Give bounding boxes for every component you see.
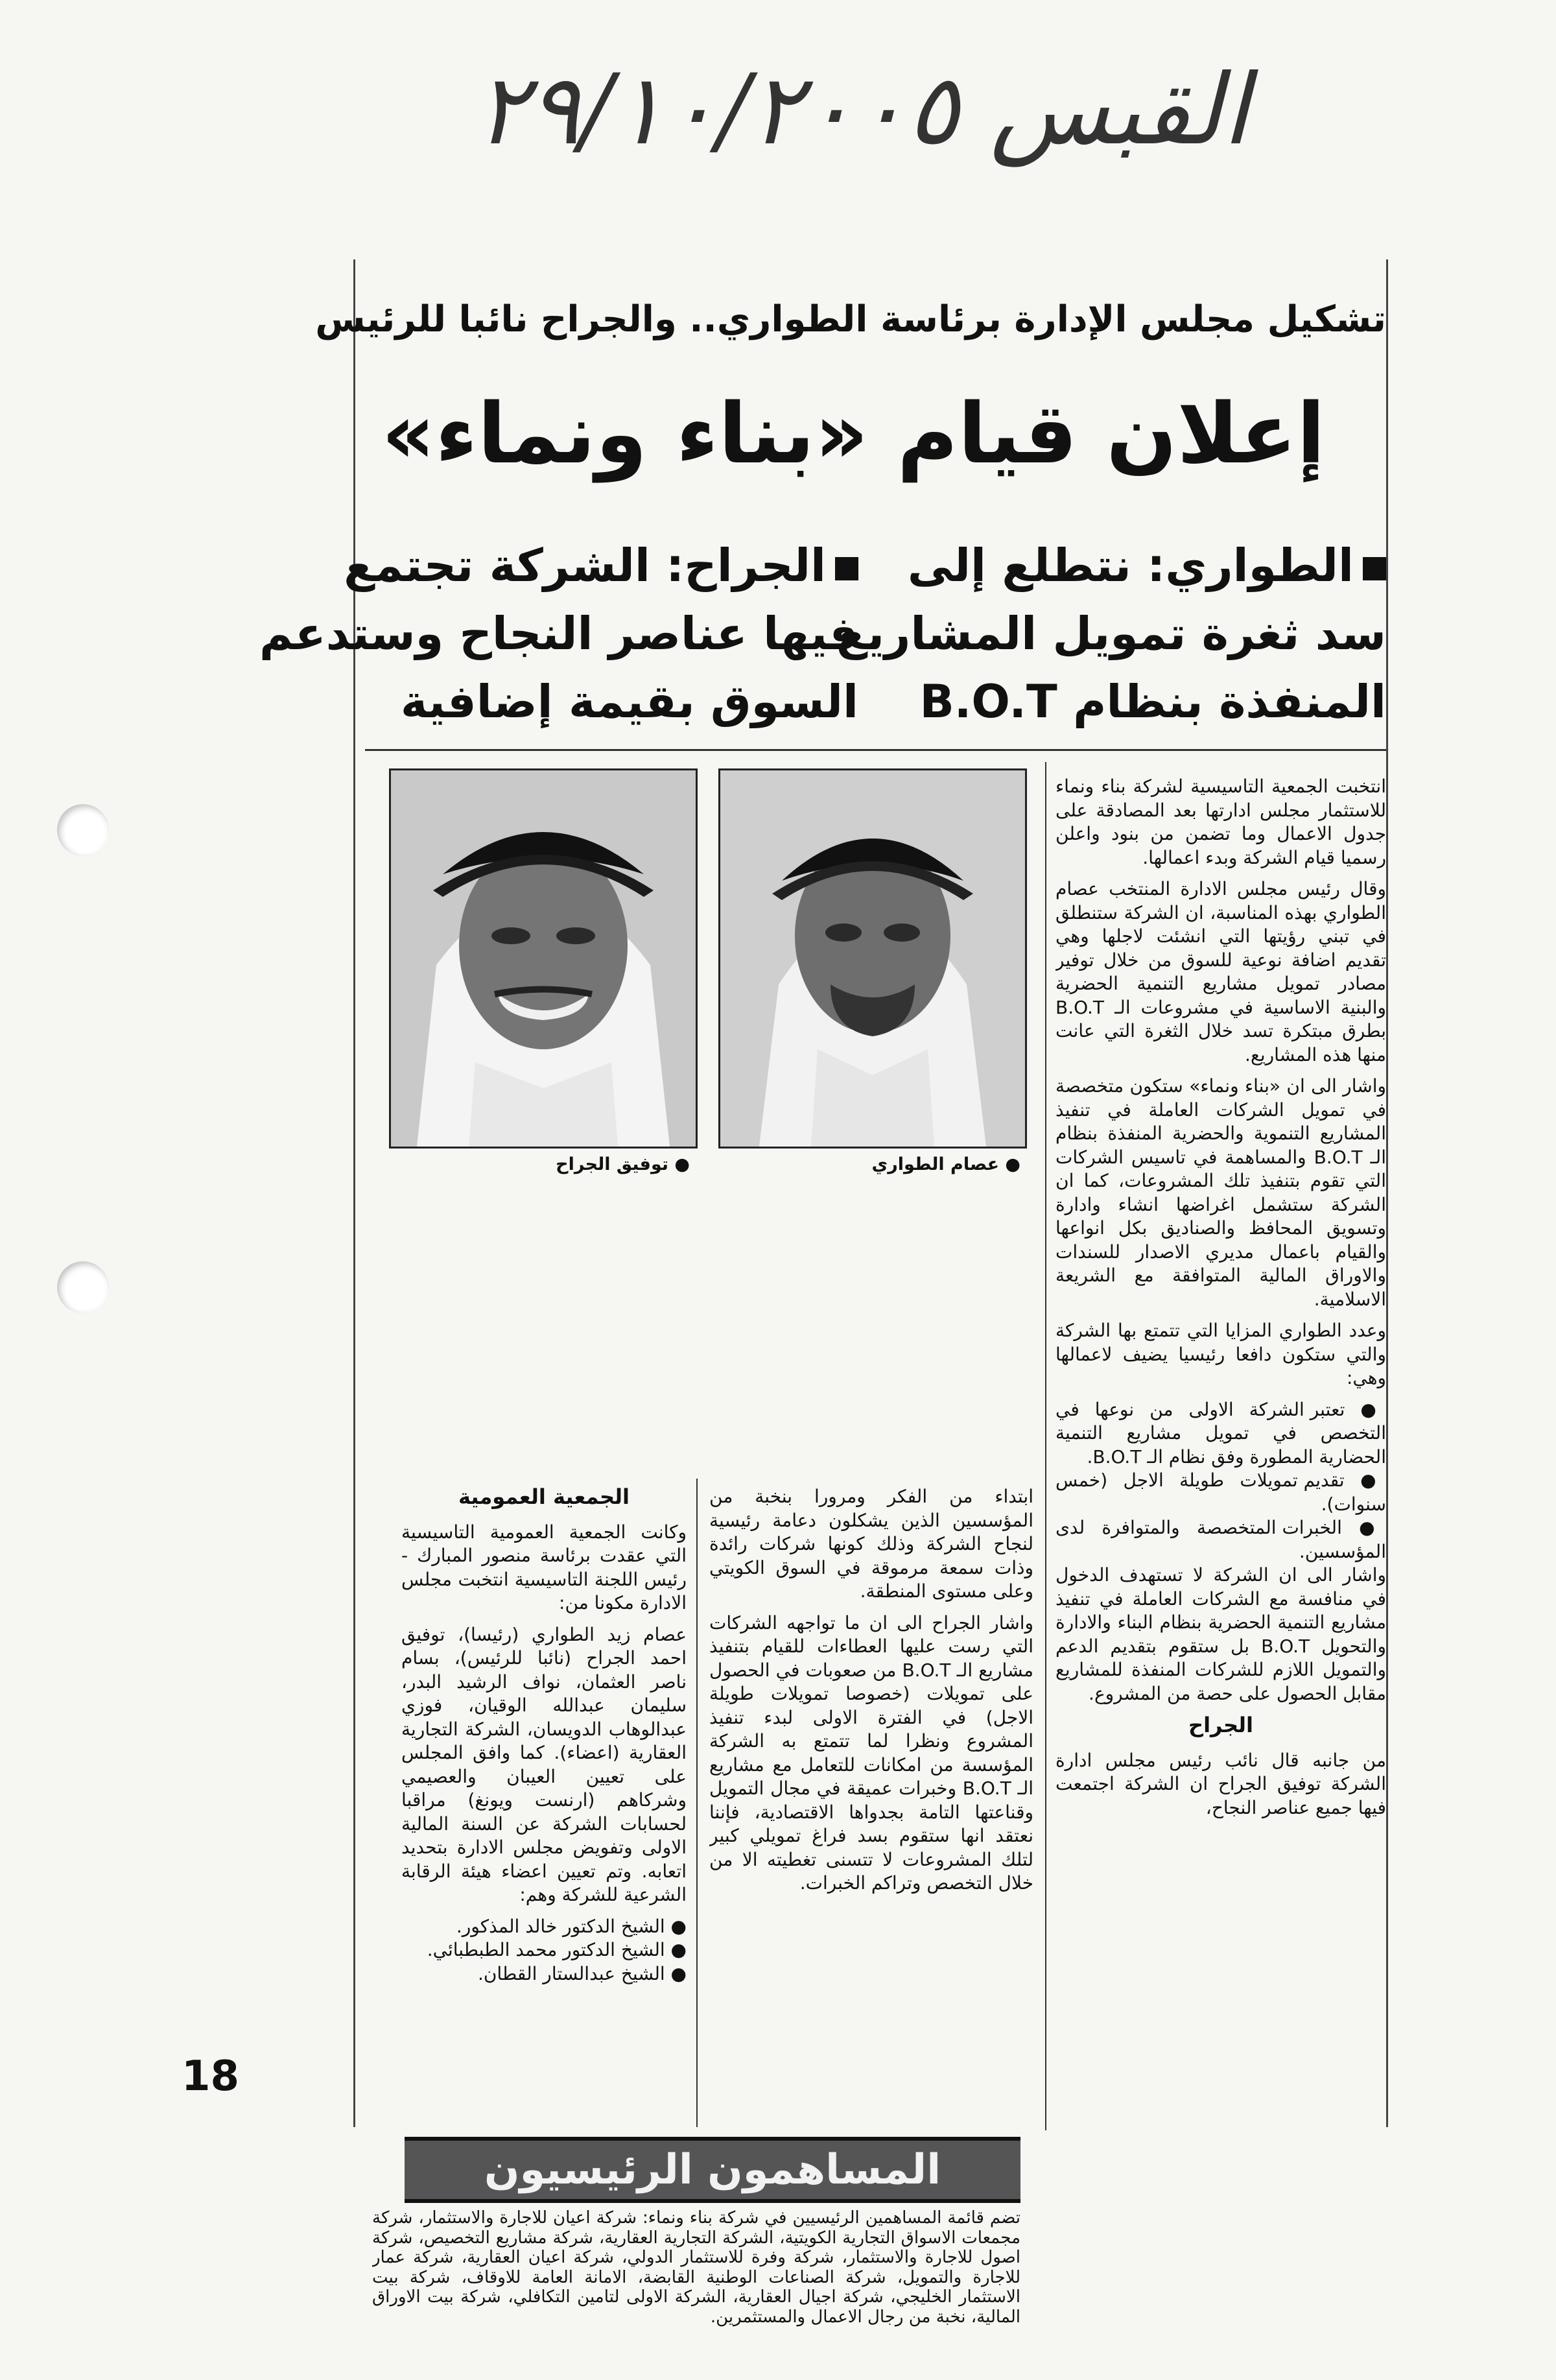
page-number: 18 (182, 2053, 240, 2100)
header-rule (365, 749, 1386, 751)
advantage-item: ● تقديم تمويلات طويلة الاجل (خمس سنوات). (1055, 1469, 1386, 1516)
shareholders-banner (405, 2137, 1020, 2203)
subhead-tawari-line2: سد ثغرة تمويل المشاريع (836, 607, 1386, 660)
paragraph: واشار الى ان الشركة لا تستهدف الدخول في منافسة مع الشركات العاملة في تنفيذ مشاريع التنمية الحضرية بنظام البناء والادارة والتحويل B.O.T بل ستقوم بتقديم الدعم والتمويل اللازم للشركات المنفذة للمشاريع مقابل الحصول على حصة من المشروع. (1055, 1564, 1386, 1704)
handwritten-date-note: القبس ٢٩/١٠/٢٠٠٥ (475, 54, 1249, 167)
portrait-tawari-image (720, 770, 1025, 1147)
newspaper-clipping (259, 259, 1397, 2327)
subhead-tawari-line3: المنفذة بنظام B.O.T (919, 675, 1386, 728)
paragraph: وعدد الطواري المزايا التي تتمتع بها الشركة والتي ستكون دافعا رئيسيا يضيف لاعمالها وهي: (1055, 1320, 1386, 1388)
paragraph: عصام زيد الطواري (رئيسا)، توفيق احمد الجراح (نائبا للرئيس)، بسام ناصر العثمان، نواف الرشيد البدر، سليمان عبدالله الوقيان، فوزي عبدالوهاب الدويسان، الشركة التجارية العقارية (اعضاء). كما وافق المجلس على تعيين العيبان والعصيمي وشركاهم (ارنست ويونغ) مراقبا لحسابات الشركة عن السنة المالية الاولى وتفويض مجلس الادارة بتحديد اتعابه. وتم تعيين اعضاء هيئة الرقابة الشرعية للشركة وهم: (401, 1623, 687, 1905)
advantage-item: ● تعتبر الشركة الاولى من نوعها في التخصص في تمويل مشاريع التنمية الحضارية المطورة وفق نظام الـ B.O.T. (1055, 1398, 1386, 1470)
subhead-tawari-line1: الطواري: نتطلع إلى (880, 532, 1386, 600)
paragraph: وقال رئيس مجلس الادارة المنتخب عصام الطواري بهذه المناسبة، ان الشركة ستنطلق في تبني رؤيتها التي انشئت لاجلها وهي تقديم اضافة نوعية للسوق من خلال توفير مصادر تمويل مشاريع التنمية الحضرية والبنية الاساسية في مشروعات الـ B.O.T بطرق مبتكرة تسد خلال الثغرة التي عانت منها هذه المشاريع. (1055, 878, 1386, 1065)
section-heading-jarrah: الجراح (1188, 1713, 1253, 1737)
section-heading-assembly: الجمعية العمومية (458, 1485, 630, 1509)
paragraph: واشار الى ان «بناء ونماء» ستكون متخصصة في تمويل الشركات العاملة في تنفيذ المشاريع التنموية والحضرية المنفذة بنظام الـ B.O.T والمساهمة في تاسيس الشركات التي تقوم بتنفيذ تلك المشروعات، كما ان الشركة ستشمل اغراضها انشاء وادارة وتسويق المحافظ والصناديق بكل انواعها والقيام باعمال مديري الاصدار للسندات والاوراق المالية المتوافقة مع الشريعة الاسلامية. (1055, 1075, 1386, 1310)
article-column-middle (709, 1485, 1033, 2127)
article-column-right (1055, 775, 1386, 2130)
column-divider-left (696, 1479, 698, 2127)
sharia-board-member: ● الشيخ الدكتور محمد الطبطبائي. (401, 1938, 687, 1962)
article-headline: إعلان قيام «بناء ونماء» (381, 386, 1325, 482)
sharia-board-member: ● الشيخ الدكتور خالد المذكور. (401, 1915, 687, 1939)
square-bullet-icon (835, 557, 858, 580)
subhead-jarrah-line2: فيها عناصر النجاح وستدعم (259, 607, 858, 660)
paragraph: ابتداء من الفكر ومرورا بنخبة من المؤسسين الذين يشكلون دعامة رئيسية لنجاح الشركة وذلك كونها شركات رائدة وذات سمعة مرموقة في السوق الكويتي وعلى مستوى المنطقة. (709, 1486, 1033, 1602)
advantage-item: ● الخبرات المتخصصة والمتوافرة لدى المؤسسين. (1055, 1516, 1386, 1564)
column-divider-right (1045, 762, 1046, 2130)
subhead-tawari (836, 532, 1386, 736)
punch-hole-bottom (57, 1261, 109, 1313)
subhead-jarrah-line3: السوق بقيمة إضافية (400, 675, 858, 728)
paragraph: واشار الجراح الى ان ما تواجهه الشركات التي رست عليها العطاءات للقيام بتنفيذ مشاريع الـ B.O.T من صعوبات في الحصول على تمويلات (خصوصا تمويلات طويلة الاجل) في الفترة الاولى لبدء تنفيذ المشروع ونظرا لما تتمتع به الشركة المؤسسة من امكانات للتعامل مع مشاريع الـ B.O.T وخبرات عميقة في مجال التمويل وقناعتها التامة بجدواها الاقتصادية، فإننا نعتقد انها ستقوم بسد فراغ تمويلي كبير لتلك المشروعات لا تتسنى تغطيته الا من خلال التخصص وتراكم الخبرات. (709, 1612, 1033, 1894)
square-bullet-icon (1363, 557, 1386, 580)
punch-hole-top (57, 804, 109, 856)
paragraph: وكانت الجمعية العمومية التاسيسية التي عقدت برئاسة منصور المبارك - رئيس اللجنة التاسيسية انتخبت مجلس الادارة مكونا من: (401, 1521, 687, 1613)
photo-jarrah (389, 768, 698, 1148)
caption-tawari: ● عصام الطواري (871, 1154, 1020, 1174)
portrait-jarrah-image (391, 770, 696, 1147)
photo-tawari (718, 768, 1027, 1148)
caption-jarrah: ● توفيق الجراح (556, 1154, 690, 1174)
sharia-board-member: ● الشيخ عبدالستار القطان. (401, 1962, 687, 1986)
paragraph: انتخبت الجمعية التاسيسية لشركة بناء ونماء للاستثمار مجلس ادارتها بعد المصادقة على جدول الاعمال وما تضمن من بنود واعلن رسميا قيام الشركة وبدء اعمالها. (1055, 776, 1386, 868)
subhead-jarrah-line1: الجراح: الشركة تجتمع (366, 532, 858, 600)
shareholders-heading: المساهمون الرئيسيون (484, 2146, 941, 2194)
paragraph: من جانبه قال نائب رئيس مجلس ادارة الشركة توفيق الجراح ان الشركة اجتمعت فيها جميع عناصر النجاح، (1055, 1749, 1386, 1818)
subhead-jarrah (259, 532, 858, 736)
article-column-left (401, 1485, 687, 2134)
article-kicker: تشكيل مجلس الإدارة برئاسة الطواري.. والجراح نائبا للرئيس (315, 298, 1386, 340)
shareholders-list: تضم قائمة المساهمين الرئيسيين في شركة بناء ونماء: شركة اعيان للاجارة والاستثمار، شركة مجمعات الاسواق التجارية الكويتية، الشركة التجارية العقارية، شركة مشاريع التخصيص، شركة اصول للاجارة والاستثمار، شركة وفرة للاستثمار الدولي، شركة اعيان العقارية، شركة عمار للاجارة والتمويل، شركة الصناعات الوطنية القابضة، الامانة العامة للاوقاف، شركة بيت الاستثمار الخليجي، شركة اجيال العقارية، الشركة الاولى لتامين التكافلي، شركة بيت الاوراق المالية، نخبة من رجال الاعمال والمستثمرين. (372, 2208, 1020, 2327)
